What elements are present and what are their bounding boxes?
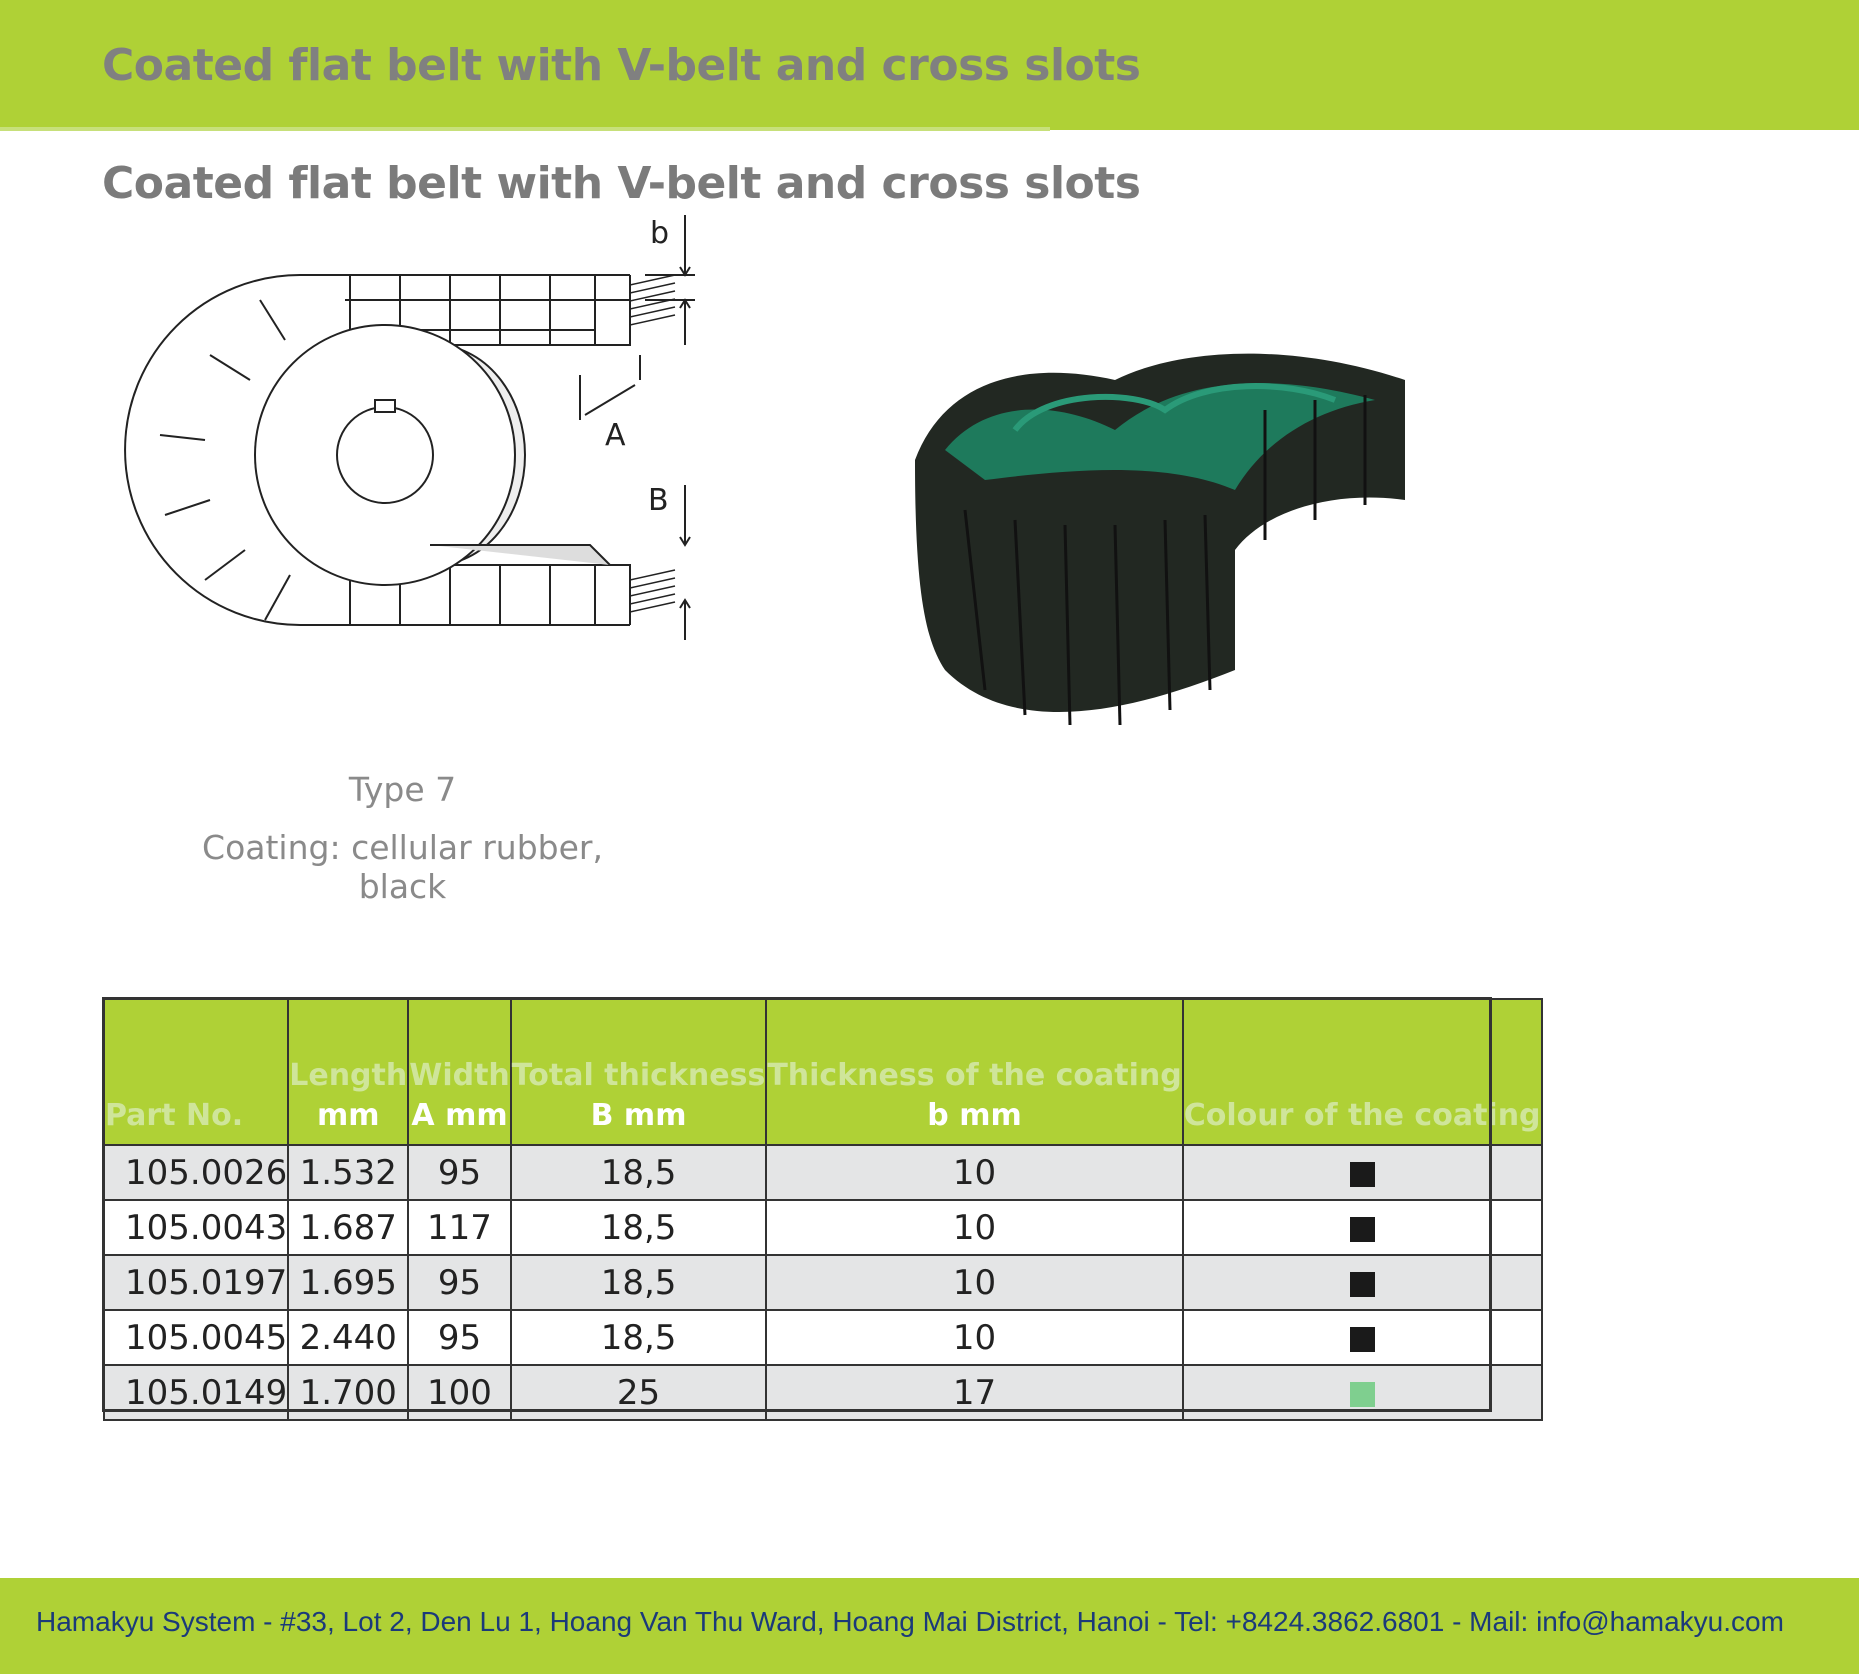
cell-width: 100 <box>408 1365 511 1420</box>
table-row <box>104 1365 1542 1420</box>
cell-part-no: 105.0197 <box>104 1255 288 1310</box>
cell-length: 1.700 <box>288 1365 408 1420</box>
cell-colour <box>1183 1145 1542 1200</box>
cell-total-thickness: 18,5 <box>511 1200 767 1255</box>
type-caption: Type 7 <box>348 770 457 809</box>
cell-coating-thickness: 10 <box>766 1310 1182 1365</box>
cell-coating-thickness: 10 <box>766 1200 1182 1255</box>
cell-part-no: 105.0043 <box>104 1200 288 1255</box>
cell-total-thickness: 18,5 <box>511 1310 767 1365</box>
coating-caption: Coating: cellular rubber, black <box>202 828 603 906</box>
cell-colour <box>1183 1310 1542 1365</box>
cell-colour <box>1183 1200 1542 1255</box>
table-row <box>104 1310 1542 1365</box>
dim-A-label: A <box>605 418 626 453</box>
belt-diagram <box>100 216 720 745</box>
table-row <box>104 1255 1542 1310</box>
dim-B-label: B <box>648 483 669 518</box>
table-header-row <box>104 999 1542 1145</box>
cell-width: 95 <box>408 1255 511 1310</box>
cell-colour <box>1183 1255 1542 1310</box>
cell-length: 1.695 <box>288 1255 408 1310</box>
cell-coating-thickness: 17 <box>766 1365 1182 1420</box>
header-coating-thickness: Thickness of the coating b mm <box>766 999 1182 1145</box>
colour-swatch <box>1350 1327 1375 1352</box>
cell-width: 95 <box>408 1310 511 1365</box>
cell-width: 117 <box>408 1200 511 1255</box>
cell-part-no: 105.0026 <box>104 1145 288 1200</box>
header-part-no: Part No. <box>104 999 288 1145</box>
cell-width: 95 <box>408 1145 511 1200</box>
table-row <box>104 1200 1542 1255</box>
cell-colour <box>1183 1365 1542 1420</box>
cell-total-thickness: 18,5 <box>511 1255 767 1310</box>
belt-photo <box>905 340 1425 750</box>
cell-part-no: 105.0149 <box>104 1365 288 1420</box>
header-underline <box>0 127 1050 131</box>
cell-length: 1.687 <box>288 1200 408 1255</box>
cell-coating-thickness: 10 <box>766 1145 1182 1200</box>
cell-total-thickness: 25 <box>511 1365 767 1420</box>
colour-swatch <box>1350 1272 1375 1297</box>
colour-swatch <box>1350 1382 1375 1407</box>
colour-swatch <box>1350 1162 1375 1187</box>
header-width: Width A mm <box>408 999 511 1145</box>
footer-contact: Hamakyu System - #33, Lot 2, Den Lu 1, Hoang Van Thu Ward, Hoang Mai District, Hanoi - Tel: +8424.3862.6801 - Mail: info@hamakyu.com <box>36 1606 1784 1637</box>
header-total-thickness: Total thickness B mm <box>511 999 767 1145</box>
header-length: Length mm <box>288 999 408 1145</box>
dim-b-label: b <box>650 216 670 251</box>
table-row <box>104 1145 1542 1200</box>
cell-total-thickness: 18,5 <box>511 1145 767 1200</box>
cell-coating-thickness: 10 <box>766 1255 1182 1310</box>
spec-table <box>103 998 1543 1421</box>
cell-part-no: 105.0045 <box>104 1310 288 1365</box>
cell-length: 1.532 <box>288 1145 408 1200</box>
header-coating-colour: Colour of the coating <box>1183 999 1542 1145</box>
colour-swatch <box>1350 1217 1375 1242</box>
section-title: Coated flat belt with V-belt and cross slots <box>102 158 1141 209</box>
page-title: Coated flat belt with V-belt and cross slots <box>102 40 1141 91</box>
cell-length: 2.440 <box>288 1310 408 1365</box>
